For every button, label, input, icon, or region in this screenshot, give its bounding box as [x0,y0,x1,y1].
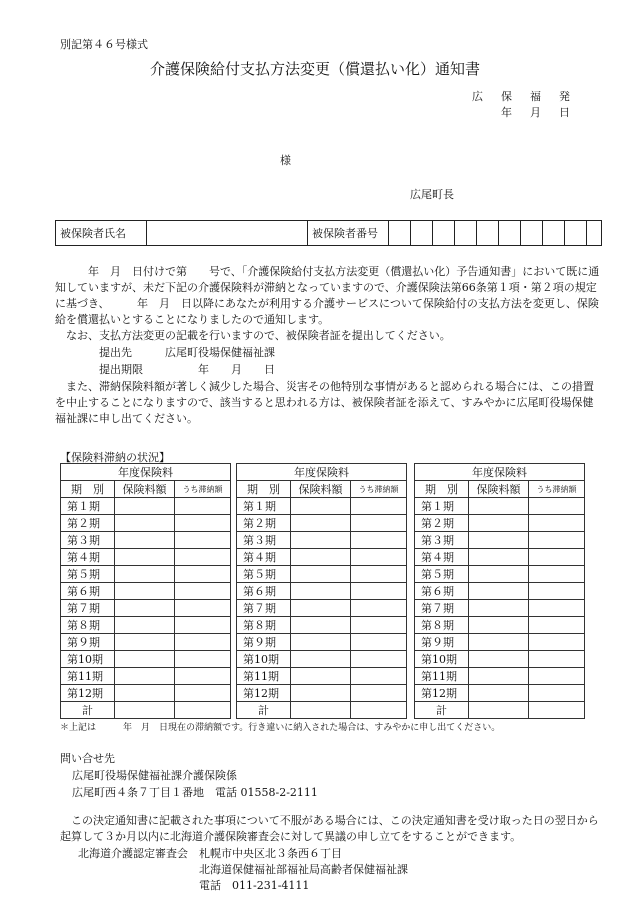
arrears-cell[interactable] [529,532,585,549]
arrears-cell[interactable] [529,617,585,634]
period-label: 第１期 [61,498,115,515]
premium-cell[interactable] [469,583,529,600]
period-label: 第４期 [61,549,115,566]
premium-cell[interactable] [291,668,351,685]
insured-number-box[interactable] [477,221,499,245]
premium-cell[interactable] [469,498,529,515]
issuer: 広尾町長 [410,188,454,201]
period-label: 第６期 [61,583,115,600]
year-header: 年度保険料 [237,464,407,481]
council-line: 北海道介護認定審査会 札幌市中央区北３条西６丁目 [78,847,342,860]
insured-number-label: 被保険者番号 [308,221,389,245]
arrears-cell[interactable] [175,617,231,634]
premium-cell[interactable] [115,634,175,651]
arrears-cell[interactable] [351,549,407,566]
insured-name-label: 被保険者氏名 [56,221,147,245]
form-number: 別記第４６号様式 [60,38,148,51]
contact-heading: 問い合せ先 [60,752,115,765]
arrears-cell[interactable] [175,498,231,515]
insured-number-box[interactable] [433,221,455,245]
premium-cell[interactable] [115,685,175,702]
arrears-cell[interactable] [351,600,407,617]
total-arrears-cell[interactable] [175,702,231,719]
period-label: 第５期 [415,566,469,583]
year-header: 年度保険料 [415,464,585,481]
arrears-table [414,463,585,719]
premium-cell[interactable] [291,498,351,515]
period-header: 期 別 [61,481,115,498]
arrears-cell[interactable] [351,532,407,549]
premium-cell[interactable] [291,583,351,600]
contact-department: 広尾町役場保健福祉課介護保険係 [72,769,237,782]
premium-cell[interactable] [469,566,529,583]
period-label: 第４期 [237,549,291,566]
period-label: 第４期 [415,549,469,566]
arrears-note: ＊上記は 年 月 日現在の滞納額です。行き違いに納入された場合は、すみやかに申し出てください。 [60,723,501,733]
premium-cell[interactable] [115,515,175,532]
insured-number-box[interactable] [389,221,411,245]
period-label: 第12期 [237,685,291,702]
arrears-cell[interactable] [529,515,585,532]
period-label: 第８期 [415,617,469,634]
arrears-cell[interactable] [175,634,231,651]
premium-cell[interactable] [291,566,351,583]
period-label: 第７期 [237,600,291,617]
insured-info-box [55,220,602,246]
premium-cell[interactable] [115,566,175,583]
arrears-cell[interactable] [351,515,407,532]
period-label: 第３期 [237,532,291,549]
period-label: 第10期 [61,651,115,668]
total-arrears-cell[interactable] [351,702,407,719]
premium-cell[interactable] [115,549,175,566]
arrears-cell[interactable] [351,498,407,515]
insured-name-field[interactable] [147,221,308,245]
year-header: 年度保険料 [61,464,231,481]
addressee-suffix: 様 [280,154,291,167]
arrears-status-label: 【保険料滞納の状況】 [60,451,170,464]
document-number: 広保福発 [472,90,588,103]
arrears-cell[interactable] [529,668,585,685]
period-label: 第５期 [237,566,291,583]
document-title: 介護保険給付支払方法変更（償還払い化）通知書 [149,60,480,78]
period-label: 第12期 [415,685,469,702]
arrears-cell[interactable] [351,583,407,600]
premium-cell[interactable] [115,532,175,549]
period-label: 第８期 [237,617,291,634]
premium-cell[interactable] [469,668,529,685]
premium-cell[interactable] [115,498,175,515]
insured-number-box[interactable] [543,221,565,245]
premium-cell[interactable] [469,515,529,532]
total-arrears-cell[interactable] [529,702,585,719]
arrears-cell[interactable] [351,617,407,634]
premium-cell[interactable] [291,651,351,668]
premium-cell[interactable] [469,532,529,549]
arrears-cell[interactable] [175,651,231,668]
premium-cell[interactable] [115,600,175,617]
arrears-cell[interactable] [175,583,231,600]
arrears-cell[interactable] [529,634,585,651]
premium-cell[interactable] [469,600,529,617]
arrears-cell[interactable] [175,549,231,566]
period-label: 第10期 [237,651,291,668]
arrears-table [236,463,407,719]
premium-cell[interactable] [469,617,529,634]
arrears-cell[interactable] [529,600,585,617]
submit-to: 提出先 広尾町役場保健福祉課 [55,346,275,359]
premium-cell[interactable] [291,634,351,651]
premium-cell[interactable] [115,617,175,634]
period-label: 第９期 [237,634,291,651]
premium-cell[interactable] [469,651,529,668]
suspension-paragraph: また、滞納保険料額が著しく減少した場合、災害その他特別な事情があると認められる場合には、この措置を中止することになりますので、該当すると思われる方は、被保険者証を添えて、すみやかに広尾町役場保健福祉課に申し出てください。 [55,380,594,425]
period-label: 第８期 [61,617,115,634]
premium-cell[interactable] [291,685,351,702]
arrears-table [60,463,231,719]
period-label: 第６期 [415,583,469,600]
arrears-cell[interactable] [175,532,231,549]
period-label: 第２期 [415,515,469,532]
insured-number-box[interactable] [455,221,477,245]
premium-header: 保険料額 [291,481,351,498]
council-line: 電話 011-231-4111 [78,879,310,892]
arrears-cell[interactable] [529,651,585,668]
premium-cell[interactable] [291,532,351,549]
arrears-header: うち滞納額 [175,481,231,498]
period-label: 第７期 [415,600,469,617]
premium-cell[interactable] [291,617,351,634]
period-label: 第９期 [61,634,115,651]
appeal-notice: この決定通知書に記載された事項について不服がある場合には、この決定通知書を受け取った日の翌日から起算して３か月以内に北海道介護保険審査会に対して異議の申し立てをすることができます。 [60,814,599,843]
review-council-block [78,846,408,894]
arrears-cell[interactable] [175,566,231,583]
arrears-cell[interactable] [529,498,585,515]
total-premium-cell[interactable] [115,702,175,719]
arrears-cell[interactable] [351,651,407,668]
premium-cell[interactable] [115,583,175,600]
premium-cell[interactable] [291,600,351,617]
arrears-cell[interactable] [351,566,407,583]
notice-paragraph: 年 月 日付けで第 号で、「介護保険給付支払方法変更（償還払い化）予告通知書」において既に通知していますが、未だ下記の介護保険料が滞納となっていますので、介護保険法第66条第１項・第２項の規定に基づき、 年 月 日以降にあなたが利用する介護サービスについて保険給付の支払方法を変更し、保険給を償還払いとすることになりましたので通知します。 [55,265,600,326]
period-header: 期 別 [237,481,291,498]
premium-header: 保険料額 [469,481,529,498]
submission-request: なお、支払方法変更の記載を行いますので、被保険者証を提出してください。 [55,329,451,342]
arrears-cell[interactable] [351,634,407,651]
premium-cell[interactable] [115,651,175,668]
period-label: 第11期 [237,668,291,685]
document-date: 年月日 [501,106,588,119]
period-label: 第３期 [415,532,469,549]
insured-number-box[interactable] [411,221,433,245]
arrears-cell[interactable] [175,668,231,685]
total-premium-cell[interactable] [291,702,351,719]
period-label: 第11期 [415,668,469,685]
insured-number-box[interactable] [521,221,543,245]
contact-address: 広尾町西４条７丁目１番地 電話 01558-2-2111 [72,786,318,799]
premium-header: 保険料額 [115,481,175,498]
total-premium-cell[interactable] [469,702,529,719]
premium-cell[interactable] [469,549,529,566]
premium-cell[interactable] [469,685,529,702]
council-line: 北海道保健福祉部福祉局高齢者保健福祉課 [78,863,408,876]
total-label: 計 [237,702,291,719]
period-label: 第１期 [237,498,291,515]
contact-block [60,750,318,801]
insured-number-box[interactable] [499,221,521,245]
insured-number-box[interactable] [565,221,587,245]
arrears-header: うち滞納額 [351,481,407,498]
period-label: 第５期 [61,566,115,583]
arrears-cell[interactable] [529,583,585,600]
arrears-cell[interactable] [351,668,407,685]
arrears-cell[interactable] [529,566,585,583]
period-label: 第11期 [61,668,115,685]
total-label: 計 [415,702,469,719]
period-header: 期 別 [415,481,469,498]
period-label: 第10期 [415,651,469,668]
premium-cell[interactable] [469,634,529,651]
arrears-cell[interactable] [529,685,585,702]
premium-cell[interactable] [115,668,175,685]
period-label: 第３期 [61,532,115,549]
submit-deadline: 提出期限 年 月 日 [55,363,275,376]
premium-cell[interactable] [291,515,351,532]
period-label: 第12期 [61,685,115,702]
period-label: 第９期 [415,634,469,651]
arrears-header: うち滞納額 [529,481,585,498]
arrears-cell[interactable] [529,549,585,566]
total-label: 計 [61,702,115,719]
arrears-cell[interactable] [175,515,231,532]
period-label: 第２期 [61,515,115,532]
arrears-cell[interactable] [351,685,407,702]
arrears-cell[interactable] [175,685,231,702]
period-label: 第６期 [237,583,291,600]
period-label: 第１期 [415,498,469,515]
arrears-cell[interactable] [175,600,231,617]
period-label: 第２期 [237,515,291,532]
premium-cell[interactable] [291,549,351,566]
period-label: 第７期 [61,600,115,617]
insured-number-box[interactable] [587,221,601,245]
